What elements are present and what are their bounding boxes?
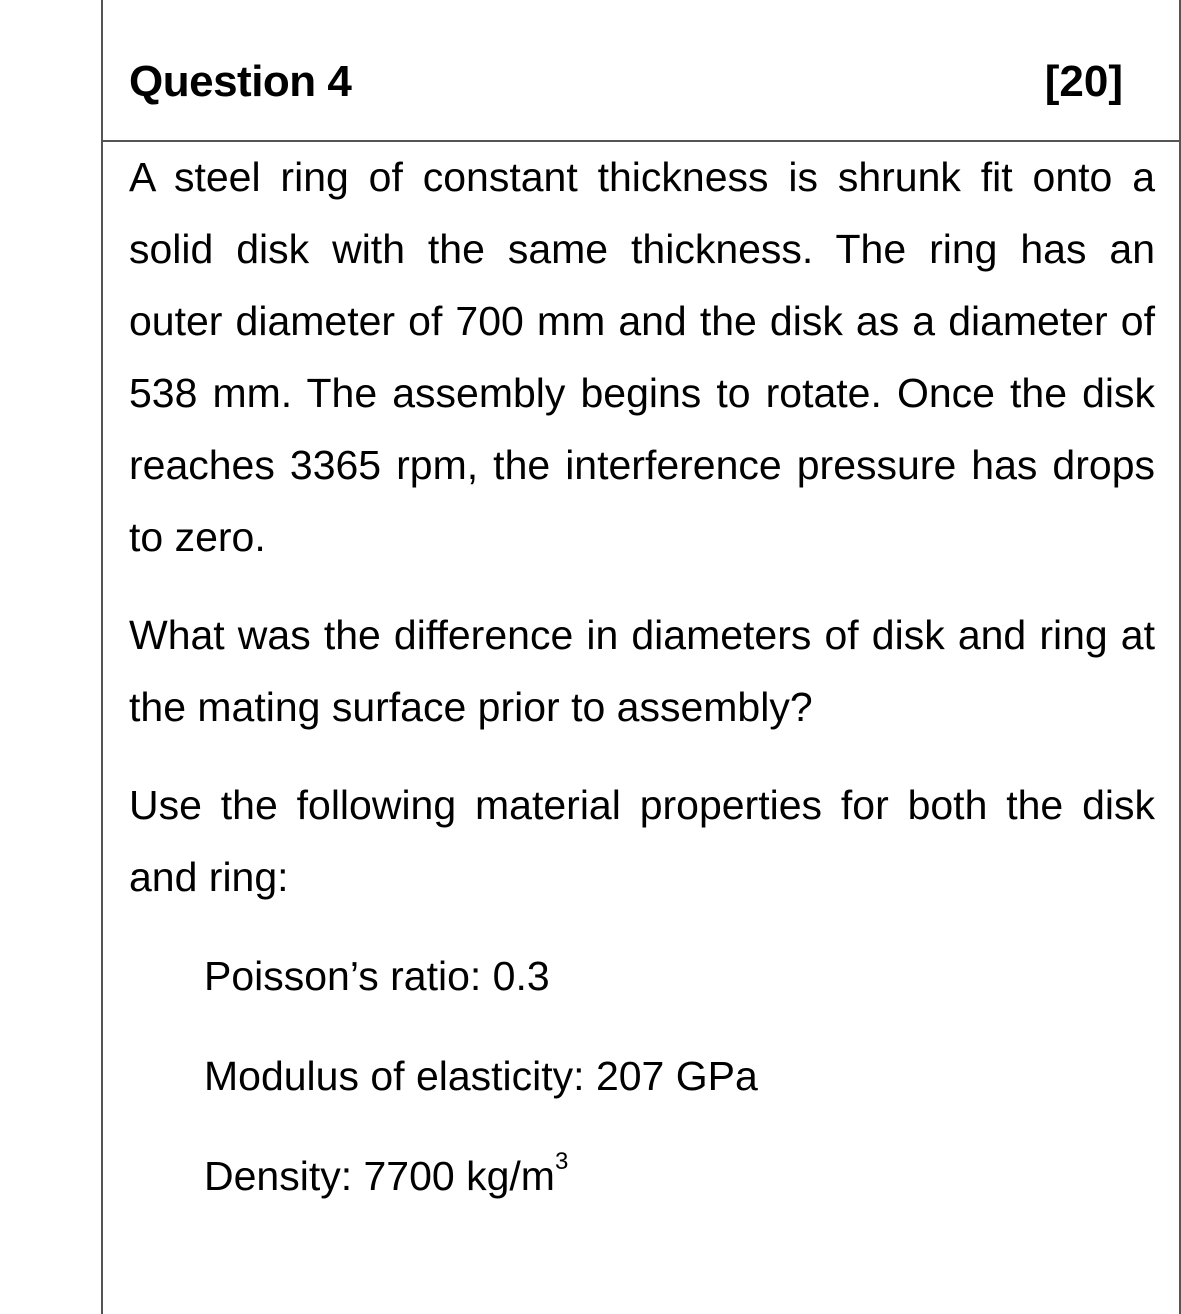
question-title: Question 4 bbox=[129, 57, 352, 106]
property-density-text: Density: 7700 kg/m bbox=[204, 1153, 555, 1199]
question-marks: [20] bbox=[1044, 57, 1123, 106]
question-header bbox=[103, 0, 1179, 142]
property-poisson-ratio: Poisson’s ratio: 0.3 bbox=[204, 953, 550, 999]
property-modulus: Modulus of elasticity: 207 GPa bbox=[204, 1053, 758, 1099]
question-frame bbox=[101, 0, 1181, 1314]
properties-intro: Use the following material properties for both the disk and ring: bbox=[129, 782, 1155, 900]
property-density bbox=[204, 1146, 568, 1206]
problem-question: What was the difference in diameters of disk and ring at the mating surface prior to assembly? bbox=[129, 612, 1155, 730]
density-exponent: 3 bbox=[554, 1148, 569, 1176]
problem-statement: A steel ring of constant thickness is shrunk fit onto a solid disk with the same thickness. The ring has an outer diameter of 700 mm and the disk as a diameter of 538 mm. The assembly begins to rotate. Once the disk reaches 3365 rpm, the interference pressure has drops to zero. bbox=[129, 154, 1155, 560]
